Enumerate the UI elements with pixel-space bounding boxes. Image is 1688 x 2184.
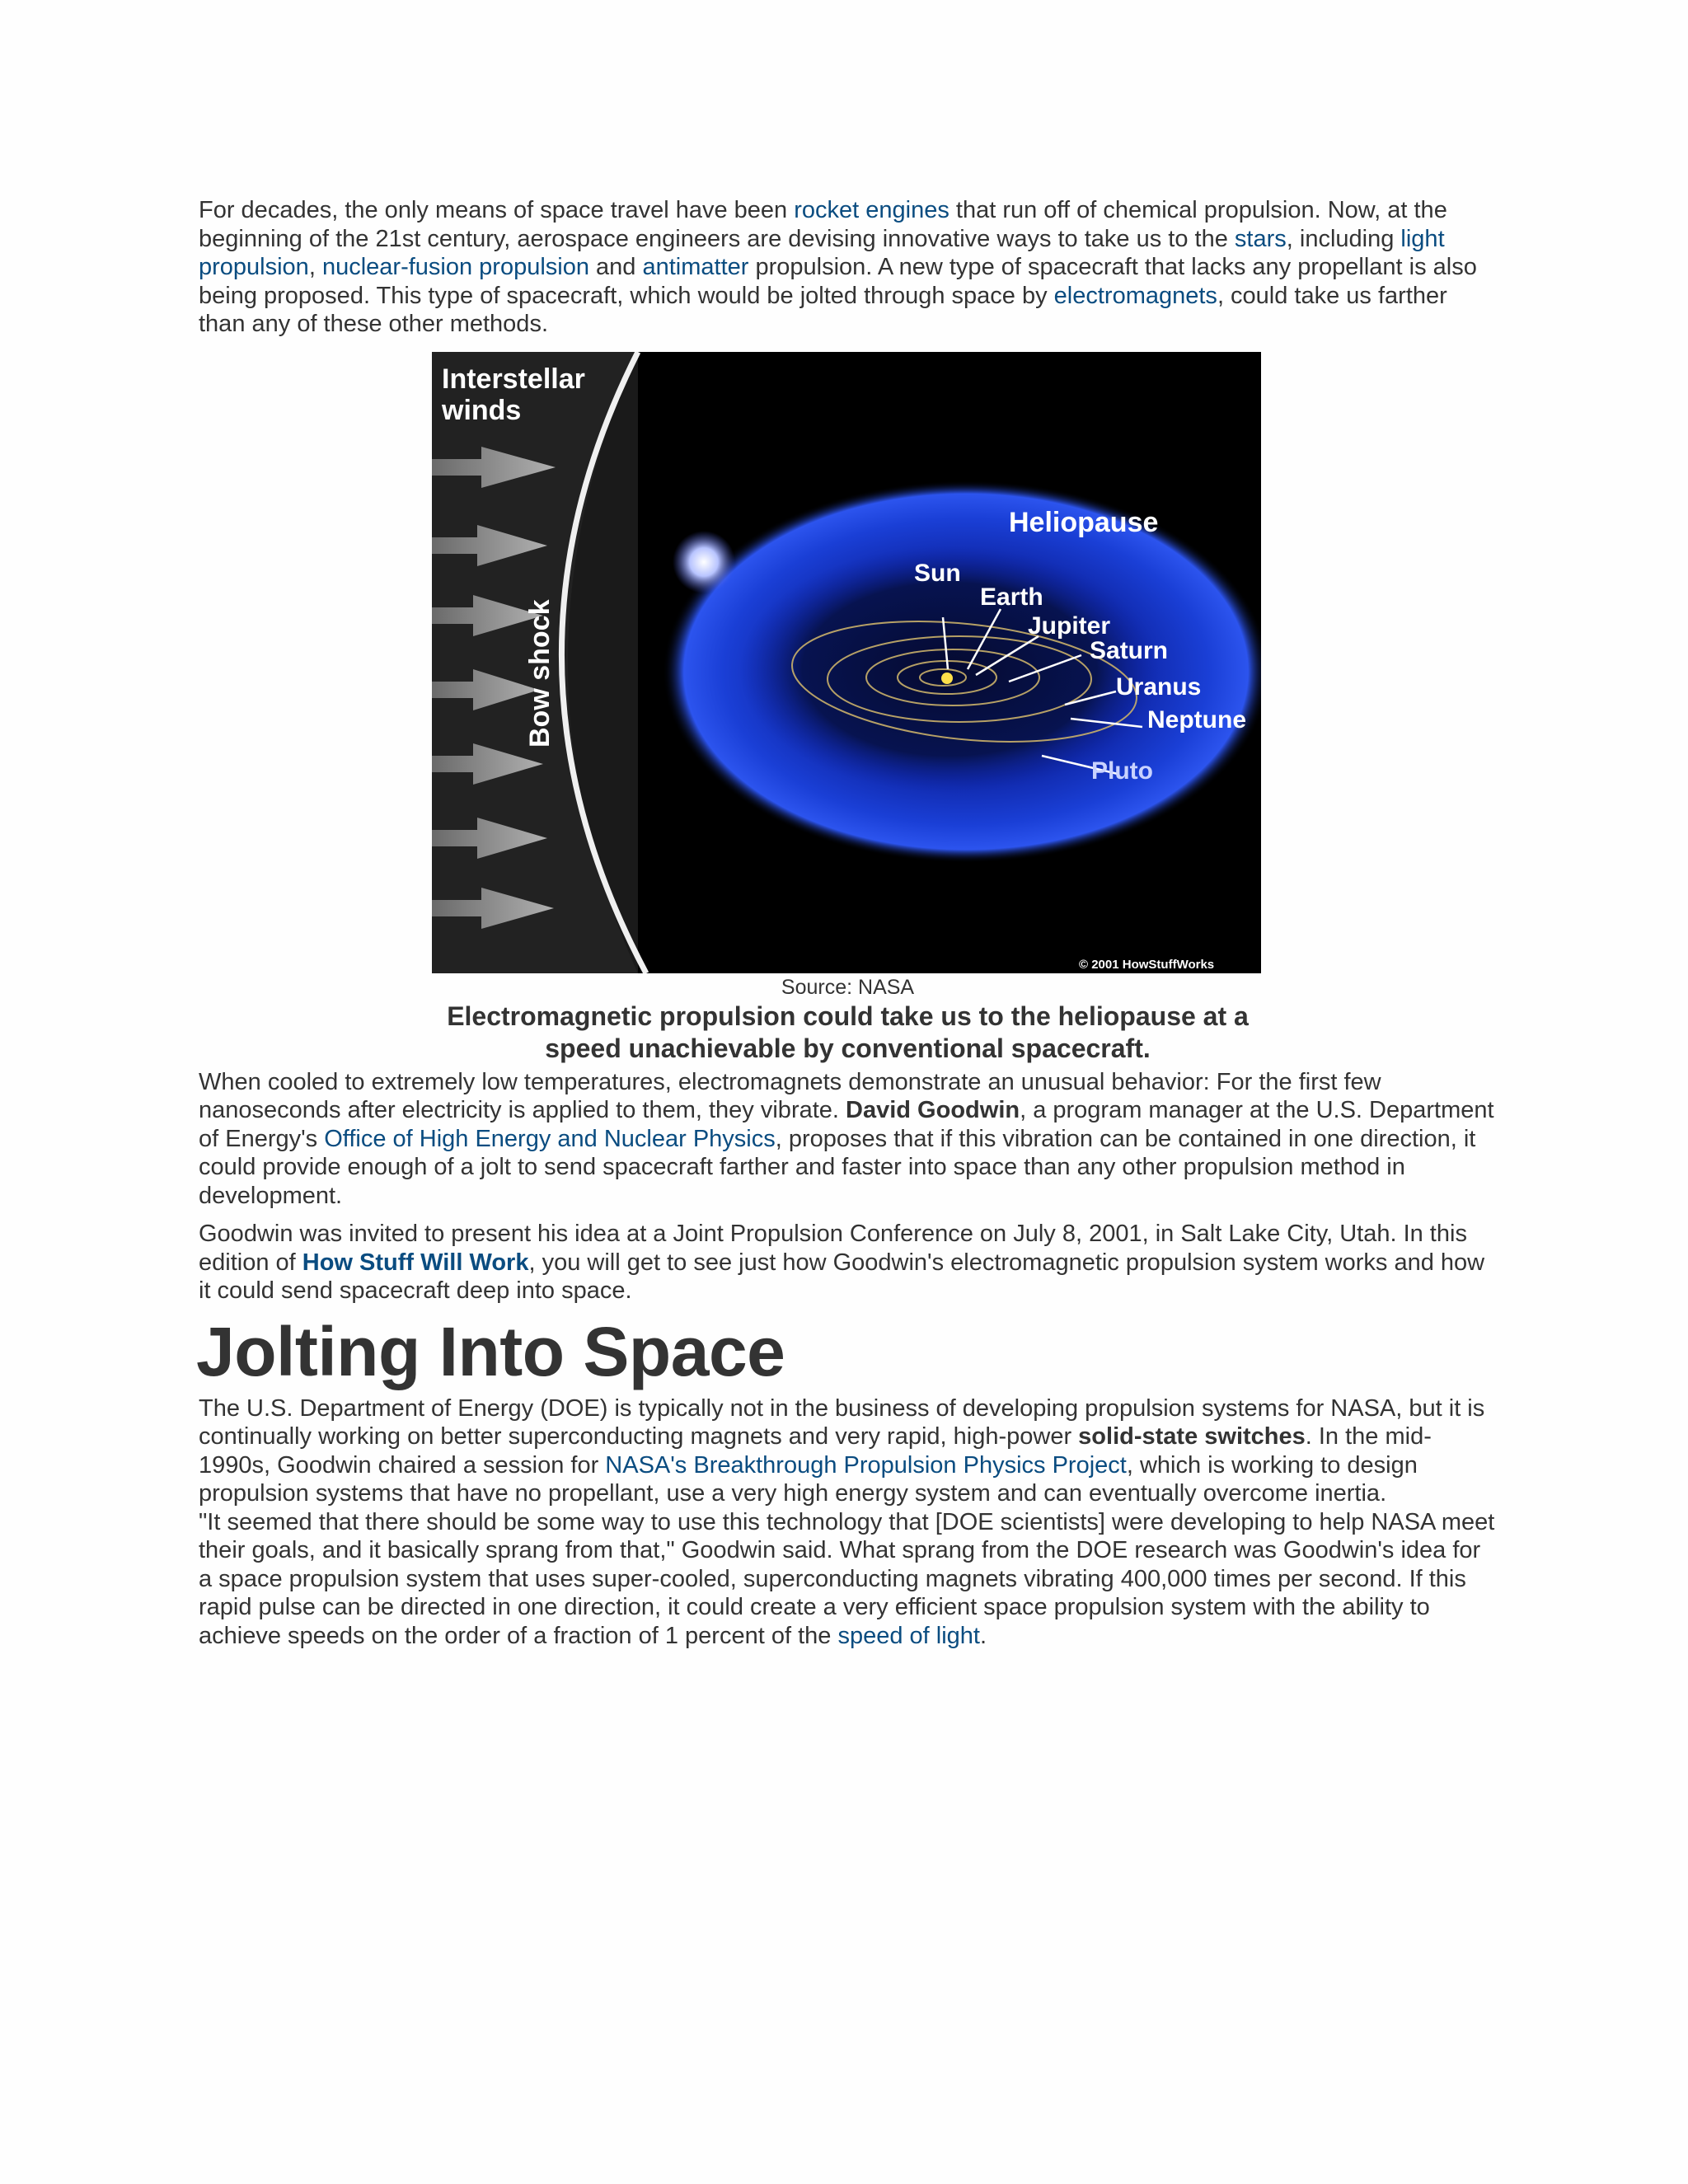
figure-source: Source: NASA xyxy=(781,975,915,999)
link-light-propulsion[interactable]: light propulsion xyxy=(199,225,1445,280)
figure-caption: Electromagnetic propulsion could take us to the heliopause at a speed unachievable by conventional spacecraft. xyxy=(447,1001,1249,1063)
intro-text-5: and xyxy=(588,254,643,280)
intro-text-7: , could take us farther than any of these other methods. xyxy=(199,282,1447,337)
intro-paragraph xyxy=(199,196,1497,339)
intro-text-2: that run off of chemical propulsion. Now, at the beginning of the 21st century, aerospace engineers are devising innovative ways to take us to the xyxy=(199,197,1447,252)
heliopause-figure xyxy=(199,352,1497,1065)
figure-copyright: © 2001 HowStuffWorks xyxy=(1079,957,1215,972)
label-uranus: Uranus xyxy=(1116,673,1202,701)
section-heading: Jolting Into Space xyxy=(196,1312,785,1390)
link-nasa-bpp[interactable]: NASA's Breakthrough Propulsion Physics Project xyxy=(605,1451,1127,1479)
link-how-stuff-will-work[interactable]: How Stuff Will Work xyxy=(302,1249,529,1276)
para4-text-1: The U.S. Department of Energy (DOE) is typically not in the business of developing propulsion systems for NASA, but it is continually working on better superconducting magnets and very rapid, high-power xyxy=(199,1394,1485,1450)
label-interstellar-1: Interstellar xyxy=(442,363,585,395)
label-bow-shock: Bow shock xyxy=(524,599,556,748)
label-heliopause: Heliopause xyxy=(1009,506,1159,538)
paragraph-electromagnets xyxy=(199,1068,1497,1211)
label-saturn: Saturn xyxy=(1090,636,1169,664)
label-jupiter: Jupiter xyxy=(1028,612,1111,640)
bold-david-goodwin: David Goodwin xyxy=(846,1097,1020,1123)
label-neptune: Neptune xyxy=(1147,705,1246,733)
para2-text-2: , a program manager at the U.S. Department of Energy's xyxy=(199,1097,1494,1152)
link-antimatter[interactable]: antimatter xyxy=(642,254,749,280)
link-speed-of-light[interactable]: speed of light xyxy=(837,1622,980,1649)
link-rocket-engines[interactable]: rocket engines xyxy=(794,197,950,223)
intro-text-4: , xyxy=(308,254,322,280)
link-nuclear-fusion[interactable]: nuclear-fusion propulsion xyxy=(321,254,589,280)
para3-text-2: , you will get to see just how Goodwin's electromagnetic propulsion system works and how it could send spacecraft deep into space. xyxy=(199,1249,1485,1304)
para2-text-1: When cooled to extremely low temperatures, electromagnets demonstrate an unusual behavior: For the first few nanoseconds after electricity is applied to them, they vibrate. xyxy=(199,1068,1381,1123)
label-pluto: Pluto xyxy=(1091,757,1153,785)
article xyxy=(196,196,1497,1650)
label-sun: Sun xyxy=(914,559,961,587)
paragraph-conference xyxy=(199,1220,1497,1305)
bold-solid-state-switches: solid-state switches xyxy=(1078,1423,1306,1450)
paragraph-doe xyxy=(199,1394,1497,1508)
para3-text-1: Goodwin was invited to present his idea at a Joint Propulsion Conference on July 8, 2001, in Salt Lake City, Utah. In this edition of xyxy=(199,1221,1467,1276)
intro-text-3: , including xyxy=(1286,225,1401,252)
para2-text-3: , proposes that if this vibration can be contained in one direction, it could provide enough of a jolt to send spacecraft farther and faster into space than any other propulsion method in development. xyxy=(199,1125,1476,1209)
para5-text-1: "It seemed that there should be some way to use this technology that [DOE scientists] were developing to help NASA meet their goals, and it basically sprang from that," Goodwin said. What sprang from the DOE research was Goodwin's idea for a space propulsion system that uses super-cooled, superconducting magnets vibrating 400,000 times per second. If this rapid pulse can be directed in one direction, it could create a very efficient space propulsion system with the ability to achieve speeds on the order of a fraction of 1 percent of the xyxy=(199,1508,1495,1649)
para4-text-3: , which is working to design propulsion systems that have no propellant, use a very high energy system and can eventually overcome inertia. xyxy=(199,1451,1418,1507)
intro-text-1: For decades, the only means of space travel have been xyxy=(199,197,795,223)
intro-text-6: propulsion. A new type of spacecraft that lacks any propellant is also being proposed. This type of spacecraft, which would be jolted through space by xyxy=(199,254,1477,309)
label-earth: Earth xyxy=(980,583,1043,611)
paragraph-quote xyxy=(199,1508,1497,1651)
heliopause-diagram-image xyxy=(432,352,1261,973)
link-electromagnets[interactable]: electromagnets xyxy=(1053,282,1217,309)
para4-text-2: . In the mid-1990s, Goodwin chaired a session for xyxy=(199,1423,1432,1479)
label-interstellar-2: winds xyxy=(442,394,522,426)
para5-text-2: . xyxy=(979,1622,987,1649)
link-office-hep[interactable]: Office of High Energy and Nuclear Physics xyxy=(324,1125,776,1152)
link-stars[interactable]: stars xyxy=(1234,225,1287,252)
